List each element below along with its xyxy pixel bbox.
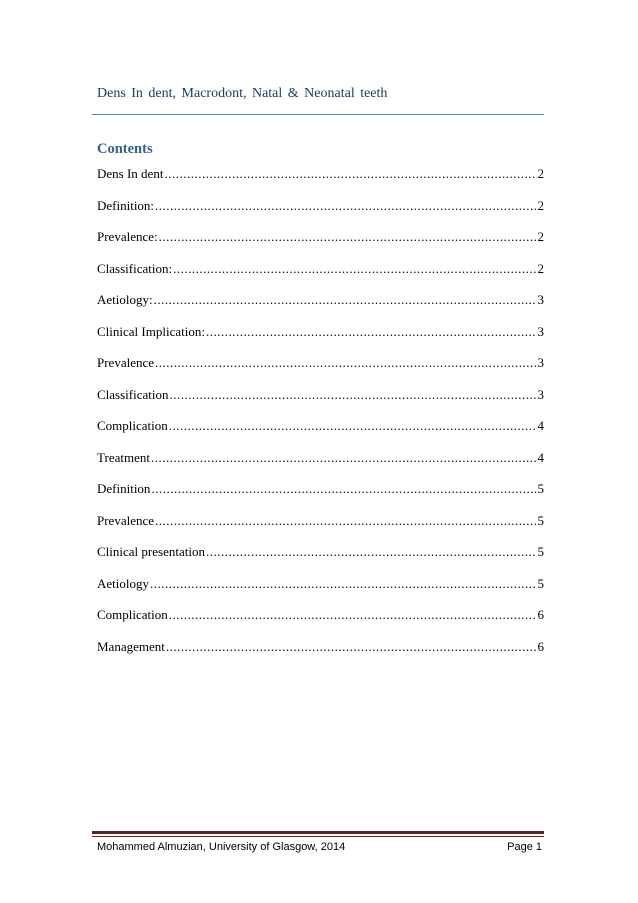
toc-entry-page: 5 bbox=[537, 544, 544, 559]
toc-entry[interactable] bbox=[97, 355, 544, 387]
toc-dot-leader bbox=[155, 513, 536, 529]
toc-entry[interactable] bbox=[97, 639, 544, 671]
toc-entry-title: Complication bbox=[97, 607, 168, 622]
toc-entry[interactable] bbox=[97, 292, 544, 324]
toc-entry[interactable] bbox=[97, 166, 544, 198]
toc-entry-page: 5 bbox=[537, 575, 544, 591]
toc-entry-page: 6 bbox=[537, 638, 544, 654]
toc-entry-page: 4 bbox=[537, 418, 544, 433]
toc-entry-title: Aetiology bbox=[97, 575, 149, 591]
footer-page-number: Page 1 bbox=[507, 841, 542, 853]
toc-entry-page: 3 bbox=[537, 323, 544, 339]
toc-entry-title: Clinical Implication: bbox=[97, 323, 205, 339]
toc-dot-leader bbox=[159, 229, 537, 245]
toc-entry-title: Definition bbox=[97, 481, 151, 496]
toc-entry-page: 5 bbox=[537, 481, 544, 496]
footer-divider-thick bbox=[92, 831, 544, 834]
toc-dot-leader bbox=[151, 450, 537, 466]
toc-dot-leader bbox=[155, 355, 536, 371]
running-header-title: Dens In dent, Macrodont, Natal & Neonatal teeth bbox=[97, 86, 388, 101]
toc-dot-leader bbox=[150, 576, 537, 592]
toc-entry-page: 2 bbox=[537, 197, 544, 213]
toc-entry-page: 6 bbox=[537, 607, 544, 622]
toc-dot-leader bbox=[206, 324, 537, 340]
toc-entry[interactable] bbox=[97, 229, 544, 261]
toc-dot-leader bbox=[173, 261, 536, 277]
toc-entry-page: 2 bbox=[537, 166, 544, 181]
toc-dot-leader bbox=[151, 481, 536, 497]
toc-dot-leader bbox=[166, 639, 537, 655]
toc-entry-page: 5 bbox=[537, 512, 544, 528]
footer-author-text: Mohammed Almuzian, University of Glasgow, 2014 bbox=[97, 841, 346, 853]
toc-entry-title: Management bbox=[97, 638, 165, 654]
toc-entry-title: Classification: bbox=[97, 260, 173, 276]
toc-entry-title: Treatment bbox=[97, 449, 150, 465]
toc-dot-leader bbox=[155, 198, 536, 214]
toc-entry-page: 4 bbox=[537, 449, 544, 465]
toc-entry-title: Dens In dent bbox=[97, 166, 164, 181]
toc-entry[interactable] bbox=[97, 198, 544, 230]
toc-entry[interactable] bbox=[97, 450, 544, 482]
toc-entry-title: Clinical presentation bbox=[97, 544, 205, 559]
toc-dot-leader bbox=[164, 166, 536, 182]
toc-heading: Contents bbox=[97, 141, 153, 157]
toc-dot-leader bbox=[169, 607, 537, 623]
toc-entry-title: Aetiology: bbox=[97, 292, 153, 307]
toc-entry-title: Prevalence bbox=[97, 512, 155, 528]
toc-entry-page: 3 bbox=[537, 292, 544, 307]
toc-entry-title: Classification bbox=[97, 386, 169, 402]
toc-entry-page: 3 bbox=[537, 355, 544, 370]
toc-entry[interactable] bbox=[97, 607, 544, 639]
toc-entry-title: Prevalence bbox=[97, 355, 155, 370]
toc-entry[interactable] bbox=[97, 324, 544, 356]
toc-entry[interactable] bbox=[97, 544, 544, 576]
toc-entry-title: Complication bbox=[97, 418, 168, 433]
toc-entry[interactable] bbox=[97, 418, 544, 450]
toc-entry-page: 2 bbox=[537, 260, 544, 276]
footer-divider-thin bbox=[92, 836, 544, 837]
table-of-contents bbox=[97, 166, 544, 670]
toc-dot-leader bbox=[154, 292, 537, 308]
toc-entry[interactable] bbox=[97, 513, 544, 545]
toc-entry-page: 2 bbox=[537, 229, 544, 244]
toc-dot-leader bbox=[169, 418, 537, 434]
toc-entry-title: Definition: bbox=[97, 197, 155, 213]
header-divider bbox=[92, 114, 544, 115]
toc-entry[interactable] bbox=[97, 387, 544, 419]
toc-dot-leader bbox=[170, 387, 537, 403]
toc-entry[interactable] bbox=[97, 261, 544, 293]
toc-entry[interactable] bbox=[97, 576, 544, 608]
toc-entry-page: 3 bbox=[537, 386, 544, 402]
toc-dot-leader bbox=[206, 544, 537, 560]
toc-entry-title: Prevalence: bbox=[97, 229, 158, 244]
toc-entry[interactable] bbox=[97, 481, 544, 513]
